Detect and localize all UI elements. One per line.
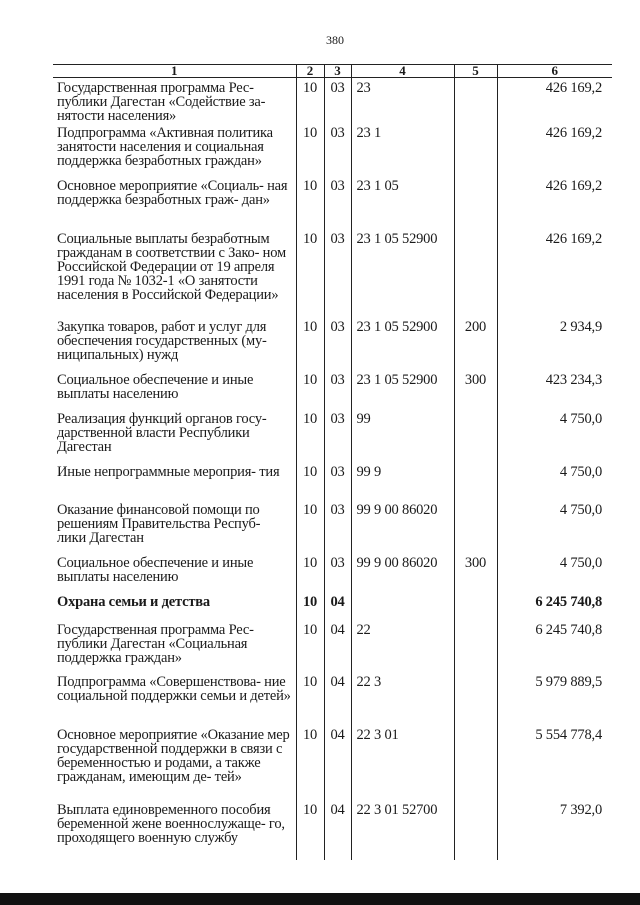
- table-row: [53, 725, 612, 800]
- row-target-code: 22 3 01: [351, 725, 454, 800]
- row-subsection: 03: [324, 462, 351, 500]
- row-name: Социальное обеспечение и иные выплаты населению: [57, 555, 254, 585]
- row-expense-type: [454, 500, 497, 553]
- row-section: 10: [296, 592, 324, 620]
- row-name: Социальные выплаты безработным гражданам в соответствии с Зако- ном Российской Федерации от 19 апреля 1991 года № 1032-1 «О занятости населения в Российской Федерации»: [57, 231, 286, 303]
- row-expense-type: [454, 176, 497, 229]
- row-name: Основное мероприятие «Социаль- ная поддержка безработных граж- дан»: [57, 178, 288, 208]
- row-target-code: 99 9: [351, 462, 454, 500]
- row-subsection: 04: [324, 592, 351, 620]
- row-expense-type: [454, 725, 497, 800]
- row-expense-type: [454, 409, 497, 462]
- row-target-code: 22 3 01 52700: [351, 800, 454, 860]
- row-subsection: 04: [324, 620, 351, 672]
- column-header: 3: [324, 65, 351, 78]
- row-amount: 7 392,0: [497, 800, 612, 860]
- row-amount: 6 245 740,8: [497, 592, 612, 620]
- row-expense-type: [454, 620, 497, 672]
- column-header: 4: [351, 65, 454, 78]
- scan-edge-bar: [0, 893, 640, 905]
- row-section: 10: [296, 370, 324, 409]
- row-subsection: 04: [324, 800, 351, 860]
- row-subsection: 03: [324, 553, 351, 592]
- row-target-code: 23: [351, 78, 454, 124]
- row-amount: 426 169,2: [497, 176, 612, 229]
- table-row: [53, 409, 612, 462]
- row-subsection: 03: [324, 229, 351, 317]
- row-target-code: 99: [351, 409, 454, 462]
- row-amount: 6 245 740,8: [497, 620, 612, 672]
- header-row: [53, 65, 612, 78]
- row-section: 10: [296, 620, 324, 672]
- row-name: Реализация функций органов госу- дарственной власти Республики Дагестан: [57, 411, 267, 455]
- column-header: 6: [497, 65, 612, 78]
- table-row: [53, 229, 612, 317]
- row-subsection: 03: [324, 176, 351, 229]
- row-name: Государственная программа Рес- публики Дагестан «Содействие за- нятости населения»: [57, 80, 266, 124]
- row-expense-type: 300: [454, 370, 497, 409]
- row-amount: 423 234,3: [497, 370, 612, 409]
- row-amount: 426 169,2: [497, 229, 612, 317]
- table-row: [53, 553, 612, 592]
- table-row: [53, 462, 612, 500]
- row-target-code: 23 1 05 52900: [351, 370, 454, 409]
- row-amount: 4 750,0: [497, 553, 612, 592]
- row-name: Подпрограмма «Совершенствова- ние социальной поддержки семьи и детей»: [57, 674, 291, 704]
- row-name: Социальное обеспечение и иные выплаты населению: [57, 372, 254, 402]
- row-subsection: 03: [324, 78, 351, 124]
- row-name: Закупка товаров, работ и услуг для обеспечения государственных (му- ниципальных) нужд: [57, 319, 267, 363]
- row-subsection: 03: [324, 409, 351, 462]
- row-expense-type: 200: [454, 317, 497, 370]
- row-section: 10: [296, 500, 324, 553]
- row-expense-type: [454, 78, 497, 124]
- table-row: [53, 176, 612, 229]
- row-expense-type: [454, 800, 497, 860]
- page-number: 380: [326, 33, 344, 47]
- row-amount: 426 169,2: [497, 78, 612, 124]
- row-target-code: 99 9 00 86020: [351, 553, 454, 592]
- row-subsection: 03: [324, 500, 351, 553]
- row-section: 10: [296, 176, 324, 229]
- table-row: [53, 370, 612, 409]
- row-target-code: 23 1 05: [351, 176, 454, 229]
- column-header: 5: [454, 65, 497, 78]
- row-target-code: 22: [351, 620, 454, 672]
- row-target-code: 23 1 05 52900: [351, 317, 454, 370]
- row-target-code: 23 1 05 52900: [351, 229, 454, 317]
- row-amount: 5 979 889,5: [497, 672, 612, 725]
- row-subsection: 04: [324, 725, 351, 800]
- row-subsection: 03: [324, 370, 351, 409]
- row-expense-type: [454, 123, 497, 176]
- row-expense-type: [454, 672, 497, 725]
- row-section: 10: [296, 317, 324, 370]
- column-header: 2: [296, 65, 324, 78]
- row-section: 10: [296, 672, 324, 725]
- row-name: Иные непрограммные мероприя- тия: [57, 464, 280, 480]
- table-row: [53, 800, 612, 860]
- row-amount: 5 554 778,4: [497, 725, 612, 800]
- row-name: Основное мероприятие «Оказание мер государственной поддержки в связи с беременностью и родами, а также гражданам, имеющим де- тей»: [57, 727, 290, 785]
- table-row: [53, 592, 612, 620]
- budget-table: [53, 64, 612, 860]
- row-amount: 426 169,2: [497, 123, 612, 176]
- row-name: Оказание финансовой помощи по решениям Правительства Респуб- лики Дагестан: [57, 502, 261, 546]
- row-target-code: 23 1: [351, 123, 454, 176]
- table-row: [53, 500, 612, 553]
- row-amount: 4 750,0: [497, 462, 612, 500]
- row-name: Охрана семьи и детства: [57, 594, 210, 610]
- row-target-code: [351, 592, 454, 620]
- row-section: 10: [296, 800, 324, 860]
- row-name: Государственная программа Рес- публики Дагестан «Социальная поддержка граждан»: [57, 622, 254, 666]
- row-section: 10: [296, 123, 324, 176]
- row-target-code: 22 3: [351, 672, 454, 725]
- column-header: 1: [53, 65, 296, 78]
- table-row: [53, 317, 612, 370]
- row-subsection: 03: [324, 317, 351, 370]
- row-name: Выплата единовременного пособия беременной жене военнослужаще- го, проходящего военную службу: [57, 802, 285, 846]
- table-row: [53, 672, 612, 725]
- row-section: 10: [296, 725, 324, 800]
- table-row: [53, 78, 612, 124]
- row-expense-type: [454, 462, 497, 500]
- row-amount: 4 750,0: [497, 409, 612, 462]
- row-section: 10: [296, 229, 324, 317]
- row-name: Подпрограмма «Активная политика занятости населения и социальная поддержка безработных граждан»: [57, 125, 273, 169]
- row-amount: 2 934,9: [497, 317, 612, 370]
- row-target-code: 99 9 00 86020: [351, 500, 454, 553]
- row-section: 10: [296, 78, 324, 124]
- row-section: 10: [296, 462, 324, 500]
- row-section: 10: [296, 553, 324, 592]
- table-row: [53, 620, 612, 672]
- row-section: 10: [296, 409, 324, 462]
- row-expense-type: [454, 592, 497, 620]
- table-row: [53, 123, 612, 176]
- row-amount: 4 750,0: [497, 500, 612, 553]
- row-subsection: 03: [324, 123, 351, 176]
- row-expense-type: [454, 229, 497, 317]
- row-subsection: 04: [324, 672, 351, 725]
- row-expense-type: 300: [454, 553, 497, 592]
